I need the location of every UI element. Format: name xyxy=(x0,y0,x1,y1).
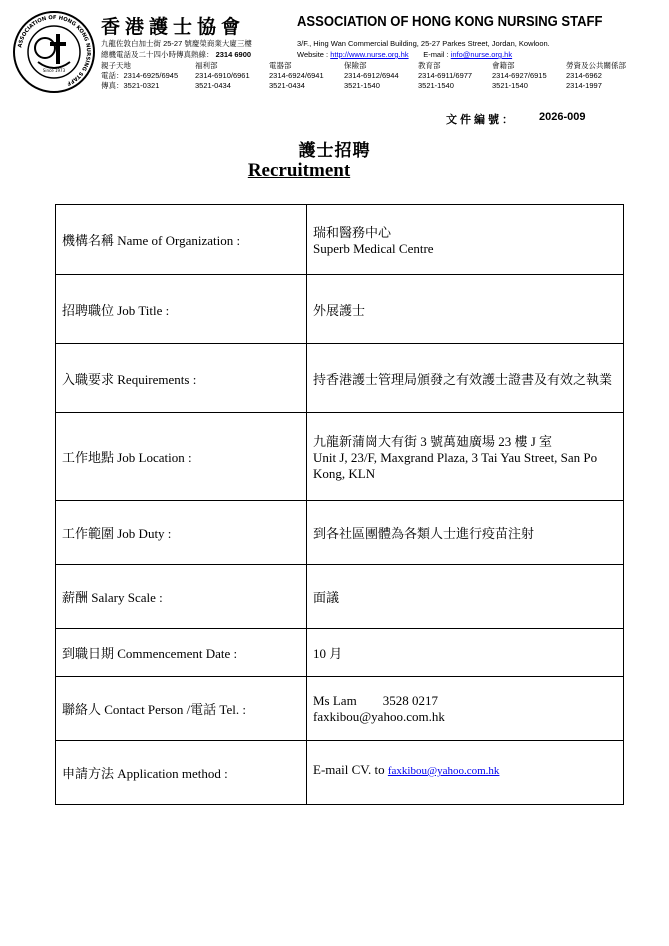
org-name-zh: 香港護士協會 xyxy=(101,16,246,38)
location-zh: 九龍新蒲崗大有街 3 號萬廸廣場 23 樓 J 室 xyxy=(313,434,553,449)
table-row xyxy=(56,565,624,629)
contact-name: Ms Lam xyxy=(313,692,357,708)
contact-value xyxy=(307,677,624,741)
department-name: 教育部 xyxy=(418,61,441,70)
organization-value xyxy=(307,205,624,275)
table-row xyxy=(56,741,624,805)
department-fax: 3521-0434 xyxy=(195,81,231,90)
job-title-value: 外展護士 xyxy=(307,275,624,344)
svg-text:Since 1973: Since 1973 xyxy=(42,68,66,73)
department-tel: 2314-6927/6915 xyxy=(492,71,547,80)
row-label: 工作地點 Job Location : xyxy=(56,413,307,501)
hotline xyxy=(101,50,251,60)
contact-email: faxkibou@yahoo.com.hk xyxy=(313,708,445,724)
web-contact xyxy=(297,50,512,60)
row-label: 入職要求 Requirements : xyxy=(56,344,307,413)
row-label: 聯絡人 Contact Person /電話 Tel. : xyxy=(56,677,307,741)
document-reference xyxy=(446,111,586,127)
row-label: 機構名稱 Name of Organization : xyxy=(56,205,307,275)
website-label: Website : xyxy=(297,50,329,59)
contact-tel: 3528 0217 xyxy=(382,692,438,708)
department-fax: 3521-1540 xyxy=(492,81,528,90)
recruitment-table xyxy=(55,204,624,805)
title-en-wrapper xyxy=(0,160,598,182)
requirements-value: 持香港護士管理局頒發之有效護士證書及有效之執業 xyxy=(307,344,624,413)
commencement-value: 10 月 xyxy=(307,629,624,677)
department-name: 勞資及公共關係部 xyxy=(566,61,626,70)
hotline-label: 總機電話及二十四小時傳真熱線： xyxy=(101,50,214,59)
row-label: 工作範圍 Job Duty : xyxy=(56,501,307,565)
department-tel: 2314-6911/6977 xyxy=(418,71,473,80)
table-row xyxy=(56,629,624,677)
salary-value: 面議 xyxy=(307,565,624,629)
department-tel: 2314-6910/6961 xyxy=(195,71,250,80)
application-method-value xyxy=(307,741,624,805)
title-zh: 護士招聘 xyxy=(298,141,371,161)
table-row xyxy=(56,677,624,741)
row-label: 申請方法 Application method : xyxy=(56,741,307,805)
location-en: Unit J, 23/F, Maxgrand Plaza, 3 Tai Yau Street, San Po Kong, KLN xyxy=(313,450,598,481)
organization-name-en: Superb Medical Centre xyxy=(313,241,434,256)
row-label: 到職日期 Commencement Date : xyxy=(56,629,307,677)
department-fax: 傳真：3521-0321 xyxy=(101,81,160,90)
address-en: 3/F., Hing Wan Commercial Building, 25-27 Parkes Street, Jordan, Kowloon. xyxy=(297,39,550,48)
department-col xyxy=(269,61,324,91)
department-fax: 3521-1540 xyxy=(344,81,380,90)
email-link[interactable]: info@nurse.org.hk xyxy=(450,50,513,59)
department-tel: 2314-6962 xyxy=(566,71,602,80)
department-col xyxy=(566,61,626,91)
row-label: 薪酬 Salary Scale : xyxy=(56,565,307,629)
department-tel: 電話：2314-6925/6945 xyxy=(101,71,179,80)
hotline-value: 2314 6900 xyxy=(215,50,252,59)
reference-number: 2026-009 xyxy=(539,111,586,123)
email-label: E-mail : xyxy=(423,50,449,59)
department-name: 福利部 xyxy=(195,61,218,70)
table-row xyxy=(56,344,624,413)
department-col xyxy=(195,61,250,91)
department-fax: 3521-1540 xyxy=(418,81,454,90)
department-name: 電器部 xyxy=(269,61,292,70)
table-row xyxy=(56,413,624,501)
department-name: 保險部 xyxy=(344,61,367,70)
title-en: Recruitment xyxy=(247,160,351,181)
address-zh: 九龍佐敦白加士街 25-27 號慶榮商業大廈三樓 xyxy=(101,39,252,48)
job-duty-value: 到各社區團體為各類人士進行疫苗注射 xyxy=(307,501,624,565)
department-name: 親子天地 xyxy=(101,61,131,70)
row-label: 招聘職位 Job Title : xyxy=(56,275,307,344)
application-email-link[interactable]: faxkibou@yahoo.com.hk xyxy=(387,765,500,777)
organization-name-zh: 瑞和醫務中心 xyxy=(313,225,392,240)
department-tel: 2314-6924/6941 xyxy=(269,71,324,80)
department-col xyxy=(418,61,472,91)
department-name: 會籍部 xyxy=(492,61,515,70)
job-location-value xyxy=(307,413,624,501)
department-col xyxy=(344,61,399,91)
department-tel: 2314-6912/6944 xyxy=(344,71,399,80)
website-link[interactable]: http://www.nurse.org.hk xyxy=(330,50,409,59)
application-prefix: E-mail CV. to xyxy=(313,762,385,777)
reference-label: 文件編號： xyxy=(446,114,516,126)
table-row xyxy=(56,501,624,565)
table-row xyxy=(56,275,624,344)
department-fax: 2314-1997 xyxy=(566,81,602,90)
association-logo xyxy=(12,10,96,94)
department-fax: 3521-0434 xyxy=(269,81,305,90)
svg-text:ASSOCIATION OF HONG KONG NURSI: ASSOCIATION OF HONG KONG NURSING STAFF xyxy=(17,14,92,87)
contact-line xyxy=(313,693,617,709)
org-name-en: ASSOCIATION OF HONG KONG NURSING STAFF xyxy=(297,14,603,30)
department-col xyxy=(101,61,178,91)
department-col xyxy=(492,61,547,91)
table-row xyxy=(56,205,624,275)
